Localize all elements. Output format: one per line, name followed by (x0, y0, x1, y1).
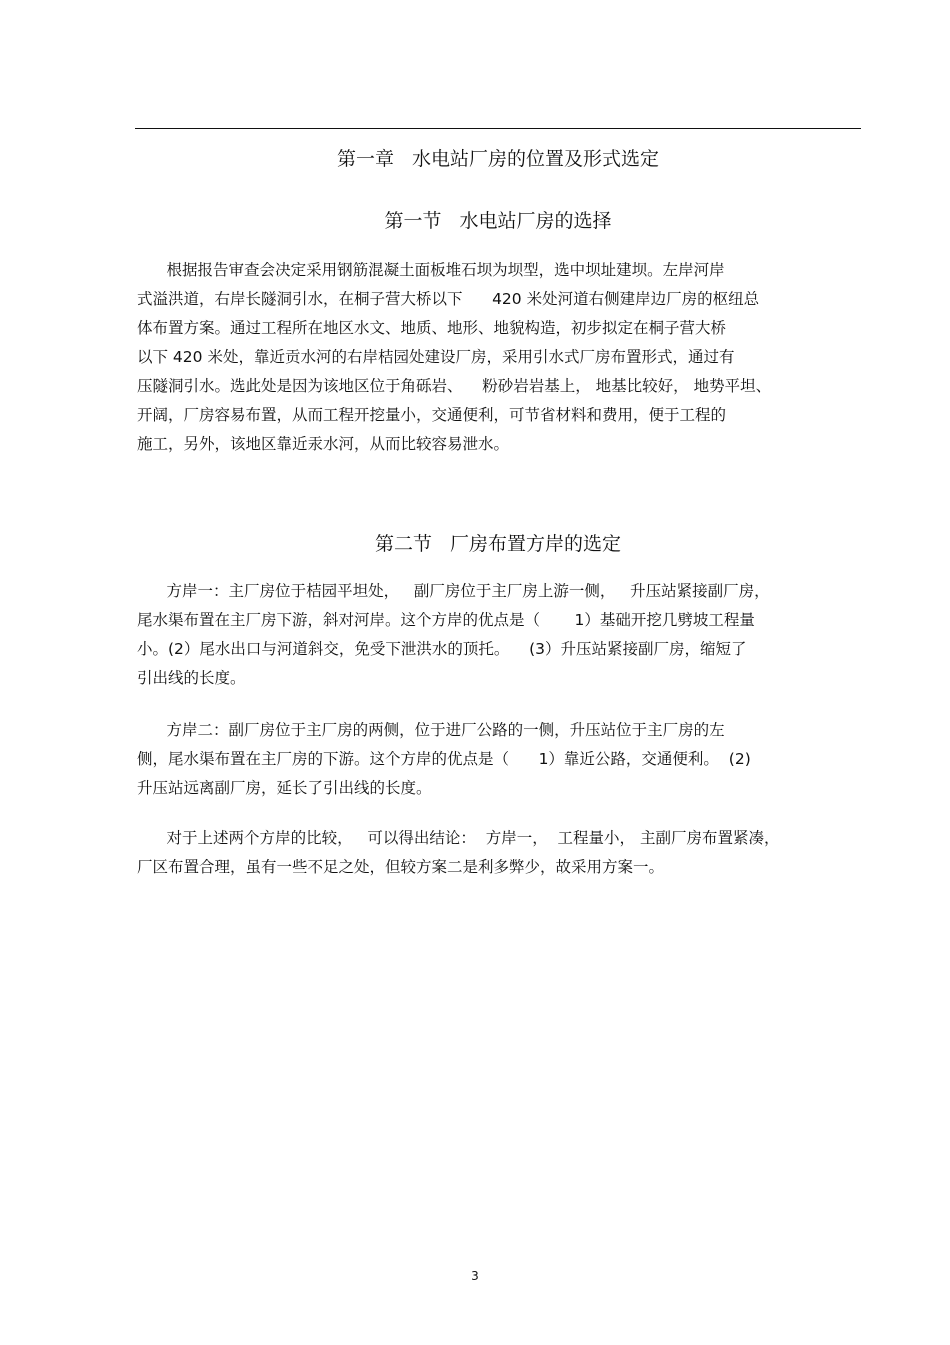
paragraph-line: 尾水渠布置在主厂房下游，斜对河岸。这个方岸的优点是（ 1）基础开挖几劈坡工程量 (137, 611, 755, 629)
header-rule (135, 128, 861, 129)
chapter-title: 第一章 水电站厂房的位置及形式选定 (336, 148, 660, 170)
section-2-paragraph-1 (137, 577, 861, 693)
paragraph-line: 以下 420 米处，靠近贡水河的右岸桔园处建设厂房，采用引水式厂房布置形式，通过有 (137, 348, 735, 366)
paragraph-line: 体布置方案。通过工程所在地区水文、地质、地形、地貌构造，初步拟定在桐子营大桥 (137, 319, 727, 337)
paragraph-line: 根据报告审查会决定采用钢筋混凝土面板堆石坝为坝型，选中坝址建坝。左岸河岸 (137, 261, 725, 279)
section-1-title: 第一节 水电站厂房的选择 (384, 210, 612, 232)
section-1-paragraph-1 (137, 256, 861, 459)
paragraph-line: 引出线的长度。 (137, 669, 246, 687)
paragraph-line: 方岸二：副厂房位于主厂房的两侧，位于进厂公路的一侧，升压站位于主厂房的左 (137, 721, 725, 739)
paragraph-line: 小。(2）尾水出口与河道斜交，免受下泄洪水的顶托。 (3）升压站紧接副厂房，缩短了 (137, 640, 747, 658)
section-2-paragraph-3 (137, 824, 861, 882)
paragraph-line: 升压站远离副厂房，延长了引出线的长度。 (137, 779, 432, 797)
section-2-title: 第二节 厂房布置方岸的选定 (374, 533, 622, 555)
section-2-paragraph-2 (137, 716, 861, 803)
paragraph-line: 施工，另外，该地区靠近汞水河，从而比较容易泄水。 (137, 435, 510, 453)
paragraph-line: 开阔，厂房容易布置，从而工程开挖量小，交通便利，可节省材料和费用，便于工程的 (137, 406, 727, 424)
paragraph-line: 侧，尾水渠布置在主厂房的下游。这个方岸的优点是（ 1）靠近公路，交通便利。 (2) (137, 750, 751, 768)
paragraph-line: 式溢洪道，右岸长隧洞引水，在桐子营大桥以下 420 米处河道右侧建岸边厂房的枢纽总 (137, 290, 760, 308)
paragraph-line: 对于上述两个方岸的比较， 可以得出结论： 方岸一， 工程量小， 主副厂房布置紧凑， (137, 829, 780, 847)
page-number: 3 (471, 1269, 479, 1283)
paragraph-line: 厂区布置合理，虽有一些不足之处，但较方案二是利多弊少，故采用方案一。 (137, 858, 665, 876)
paragraph-line: 压隧洞引水。选此处是因为该地区位于角砾岩、 粉砂岩岩基上， 地基比较好， 地势平坦、 (137, 377, 772, 395)
paragraph-line: 方岸一：主厂房位于桔园平坦处， 副厂房位于主厂房上游一侧， 升压站紧接副厂房， (137, 582, 770, 600)
